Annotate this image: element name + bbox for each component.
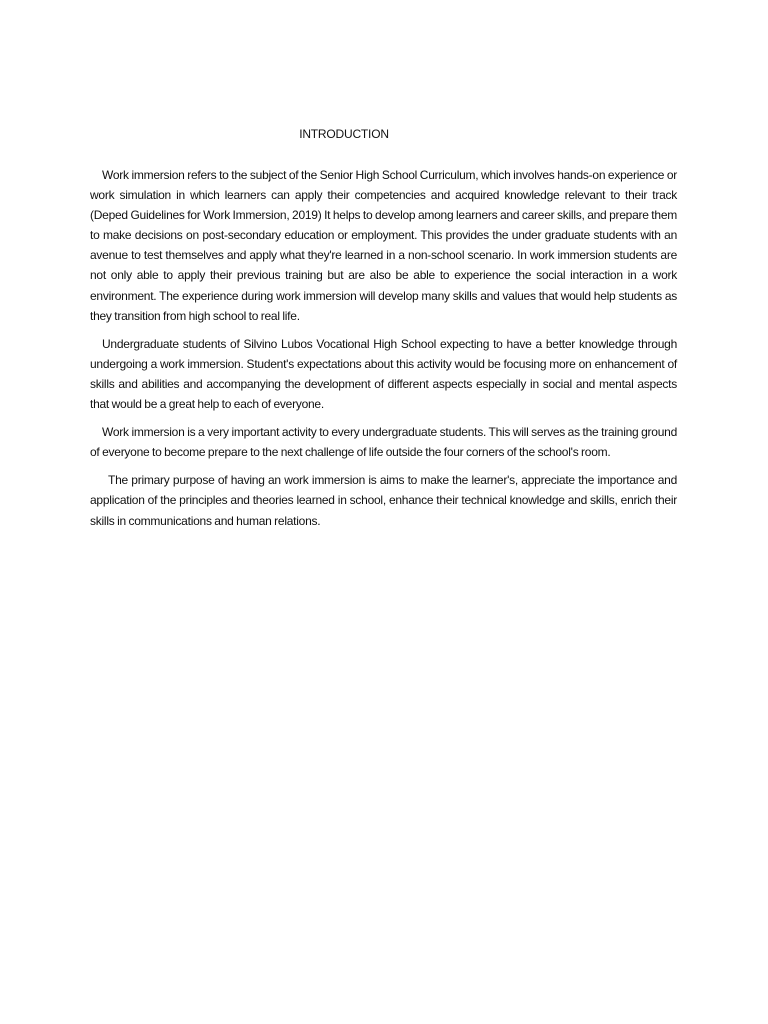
document-body <box>90 165 677 539</box>
document-title: INTRODUCTION <box>299 127 389 141</box>
paragraph-2: Undergraduate students of Silvino Lubos Vocational High School expecting to have a better knowledge through undergoing a work immersion. Student's expectations about this activity would be focusing more on enhancement of skills and abilities and accompanying the development of different aspects especially in social and mental aspects that would be a great help to each of everyone. <box>90 336 677 412</box>
paragraph-3: Work immersion is a very important activity to every undergraduate students. This will serves as the training ground of everyone to become prepare to the next challenge of life outside the four corners of the school's room. <box>90 425 677 460</box>
paragraph-1: Work immersion refers to the subject of the Senior High School Curriculum, which involves hands-on experience or work simulation in which learners can apply their competencies and acquired knowledge relevant to their track (Deped Guidelines for Work Immersion, 2019) It helps to develop among learners and career skills, and prepare them to make decisions on post-secondary education or employment. This provides the under graduate students with an avenue to test themselves and apply what they're learned in a non-school scenario. In work immersion students are not only able to apply their previous training but are also be able to experience the social interaction in a work environment. The experience during work immersion will develop many skills and values that would help students as they transition from high school to real life. <box>90 168 677 323</box>
paragraph-4: The primary purpose of having an work immersion is aims to make the learner's, appreciate the importance and application of the principles and theories learned in school, enhance their technical knowledge and skills, enrich their skills in communications and human relations. <box>90 473 677 528</box>
